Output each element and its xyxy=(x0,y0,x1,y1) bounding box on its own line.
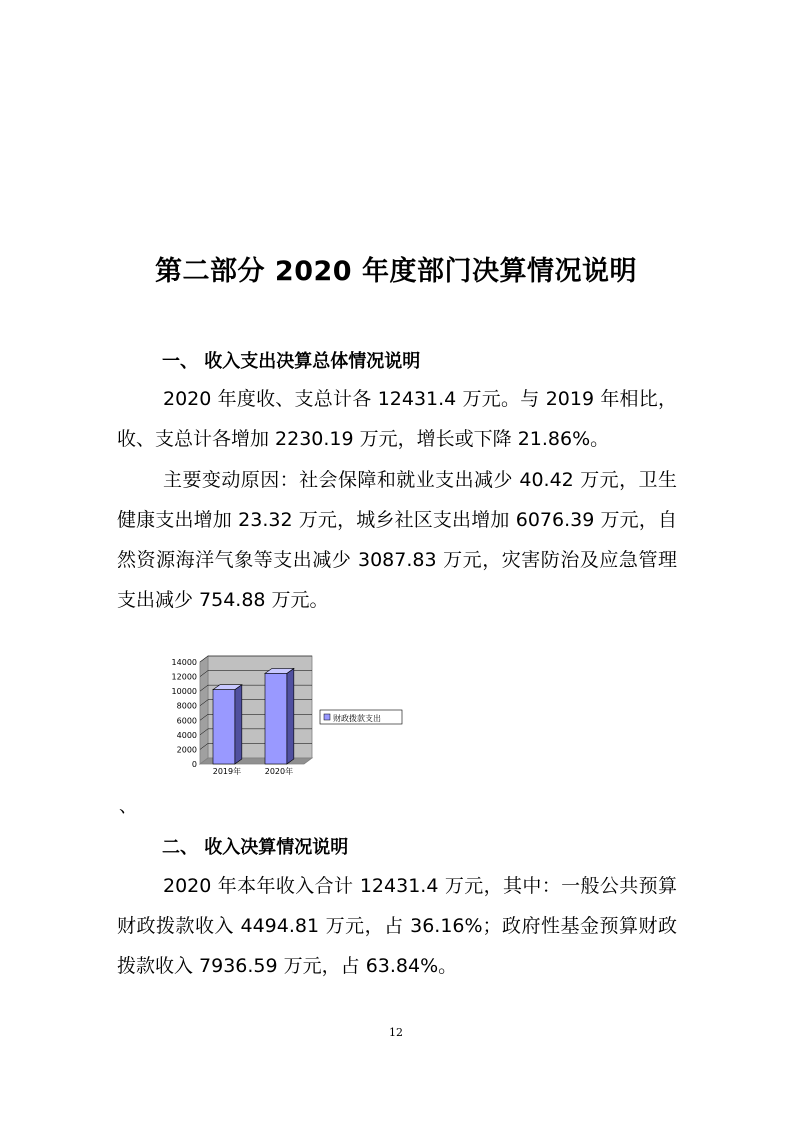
paragraph-change-reasons: 主要变动原因：社会保障和就业支出减少 40.42 万元，卫生健康支出增加 23.32 万元，城乡社区支出增加 6076.39 万元，自然资源海洋气象等支出减少 3087.83 万元，灾害防治及应急管理支出减少 754.88 万元。 xyxy=(117,469,677,611)
legend-label: 财政拨款支出 xyxy=(333,714,381,723)
page-number: 12 xyxy=(389,1026,403,1039)
paragraph-revenue: 2020 年本年收入合计 12431.4 万元，其中：一般公共预算财政拨款收入 4494.81 万元，占 36.16%；政府性基金预算财政拨款收入 7936.59 万元，占 63.84%。 xyxy=(117,875,677,977)
x-tick-label: 2019年 xyxy=(212,767,242,776)
paragraph-totals: 2020 年度收、支总计各 12431.4 万元。与 2019 年相比，收、支总计各增加 2230.19 万元，增长或下降 21.86%。 xyxy=(117,388,677,450)
y-tick-label: 12000 xyxy=(171,672,197,682)
y-tick-label: 14000 xyxy=(171,658,197,667)
y-tick-label: 0 xyxy=(191,760,197,769)
stray-mark: 、 xyxy=(119,796,137,817)
bar-side xyxy=(287,668,294,764)
chart-svg xyxy=(170,650,410,780)
section-heading-2: 二、 收入决算情况说明 xyxy=(162,837,349,858)
legend-swatch xyxy=(324,714,330,720)
bar xyxy=(213,690,235,764)
section-heading-1: 一、 收入支出决算总体情况说明 xyxy=(162,351,421,372)
bar xyxy=(265,673,287,764)
y-tick-label: 8000 xyxy=(176,701,197,711)
y-tick-label: 6000 xyxy=(176,716,197,726)
y-tick-label: 10000 xyxy=(171,687,197,697)
x-tick-label: 2020年 xyxy=(264,767,294,776)
y-tick-label: 2000 xyxy=(176,745,197,755)
expenditure-bar-chart xyxy=(170,650,410,780)
bar-side xyxy=(235,685,242,764)
chart-side-wall xyxy=(200,656,208,764)
page-title: 第二部分 2020 年度部门决算情况说明 xyxy=(155,256,637,287)
y-tick-label: 4000 xyxy=(176,730,197,740)
